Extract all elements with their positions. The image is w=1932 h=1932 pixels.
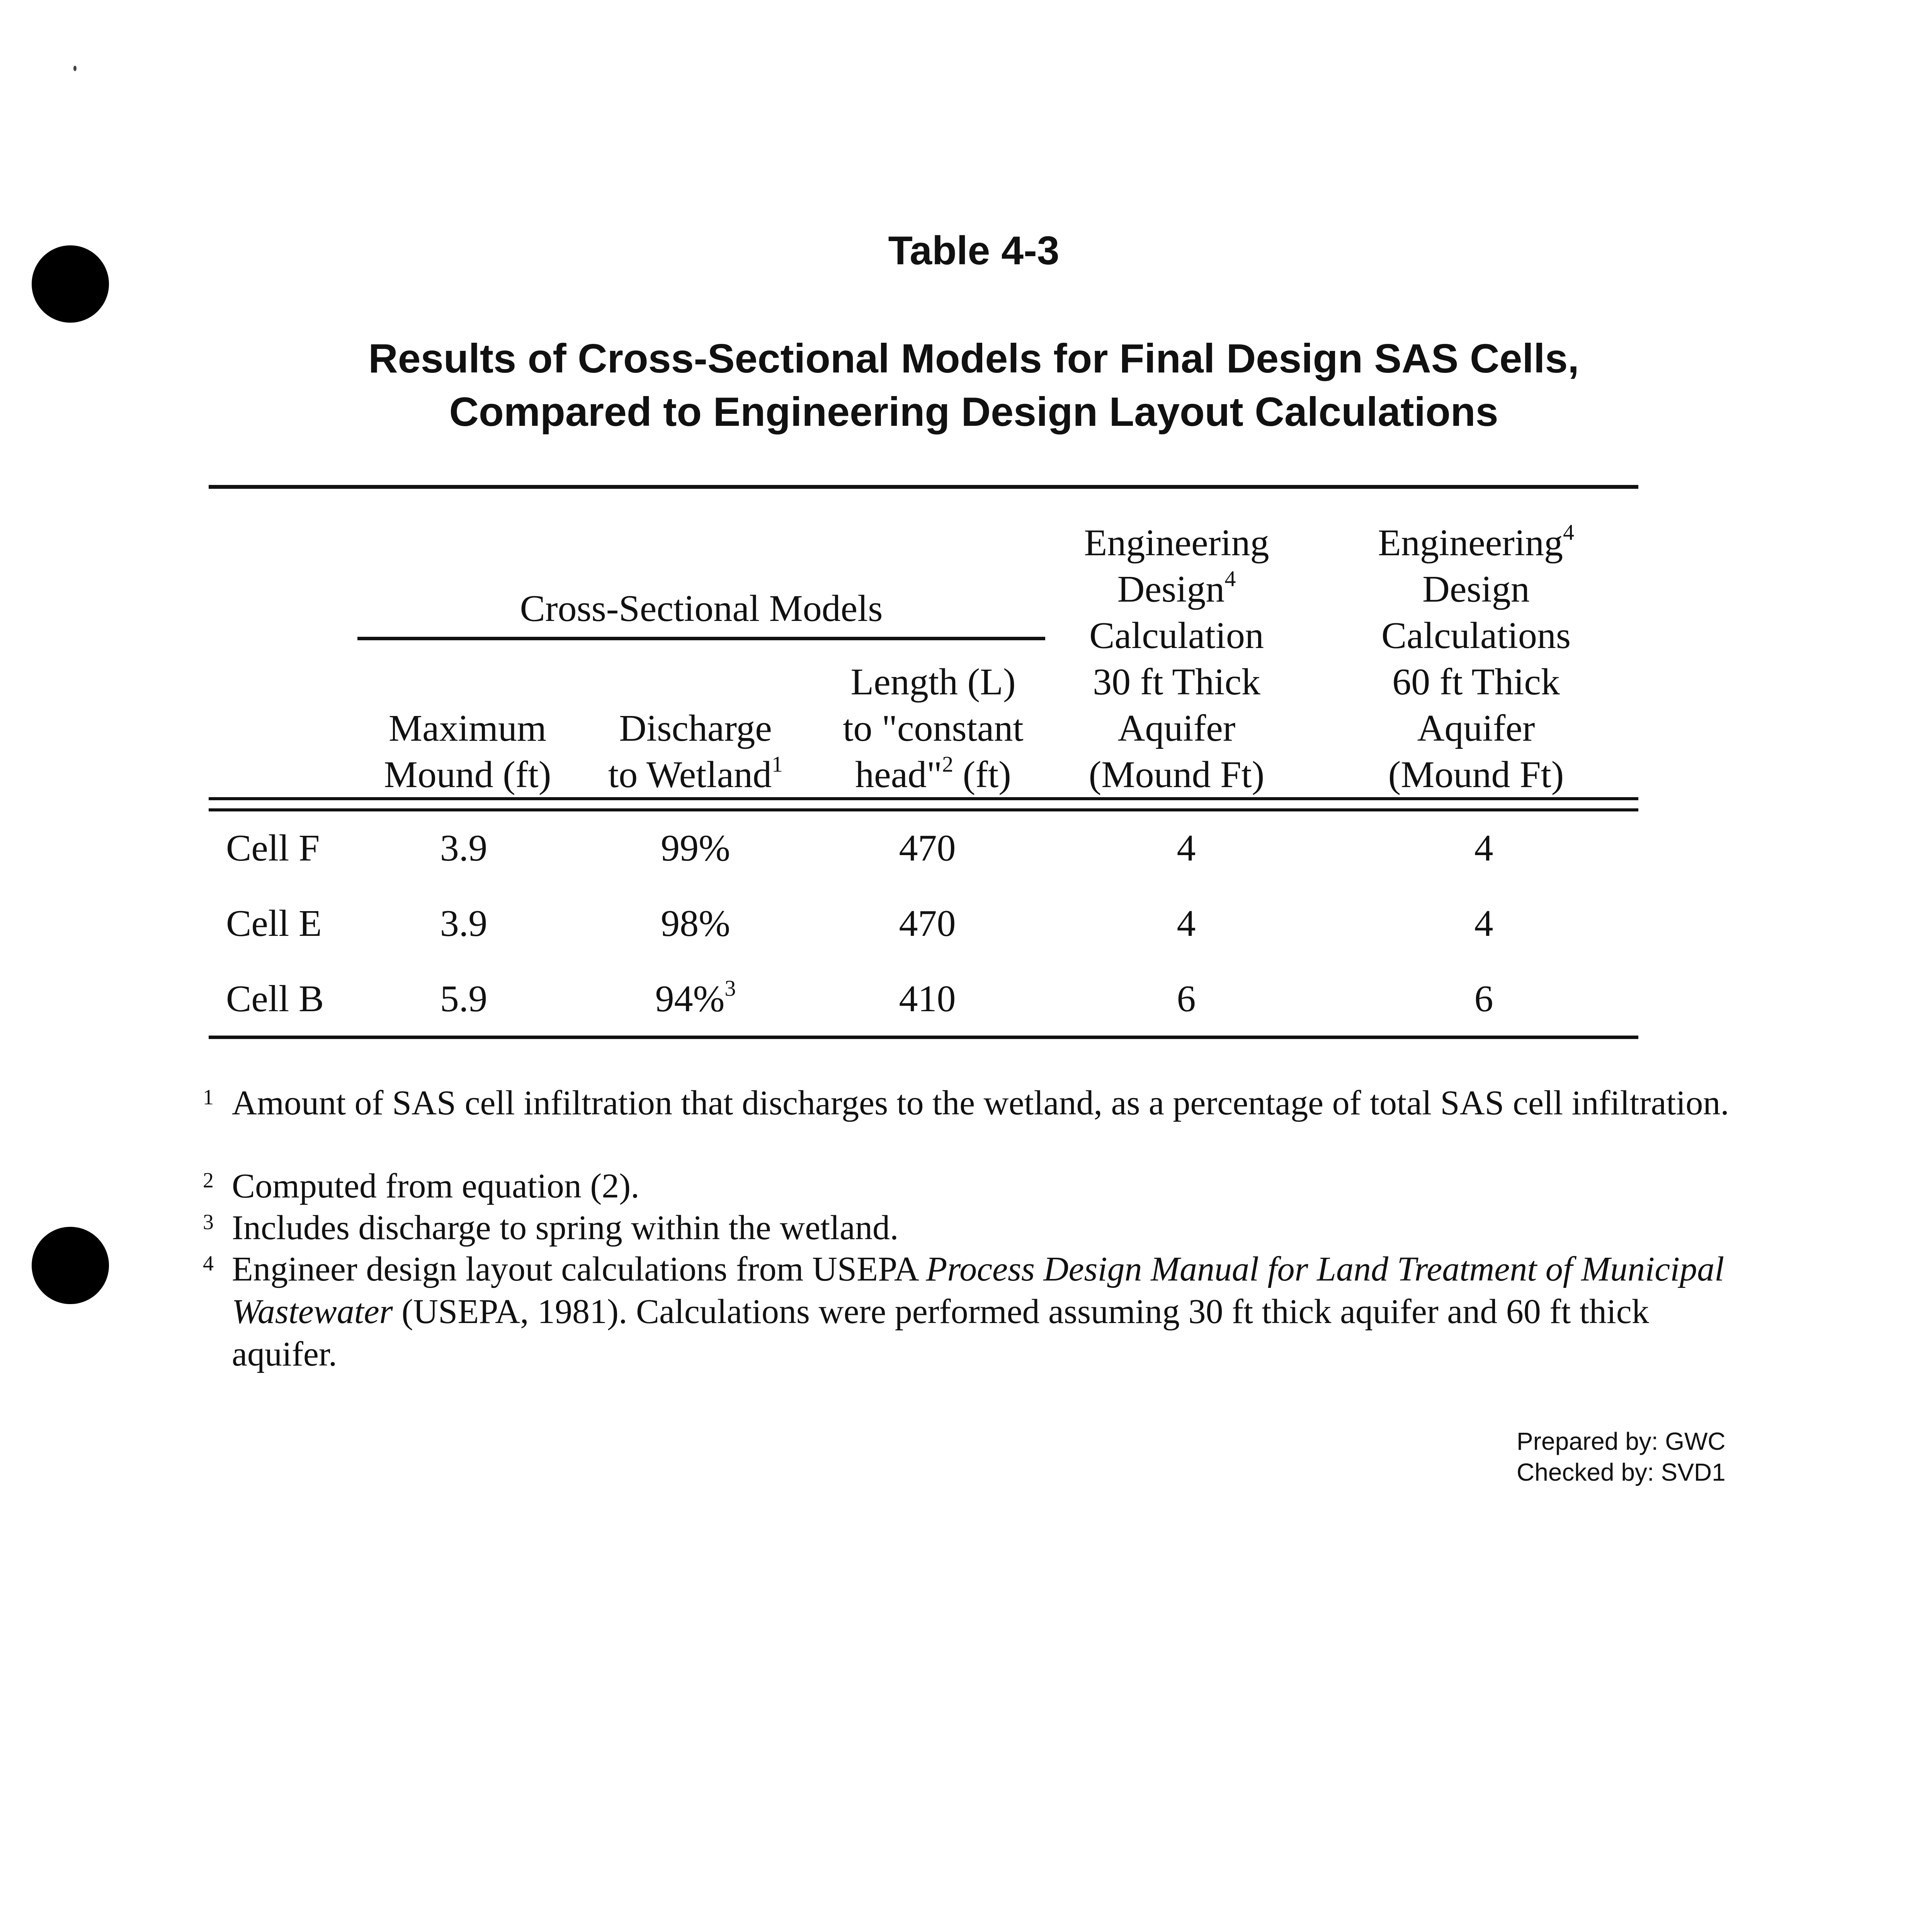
header-rule-lower (209, 808, 1638, 811)
header-max-mound-line-2: Mound (ft) (384, 754, 551, 796)
row-length: 470 (899, 827, 956, 869)
header-discharge-line-2 (587, 752, 804, 798)
row-label: Cell F (226, 827, 320, 869)
group-header-cross-sectional: Cross-Sectional Models (520, 588, 883, 629)
table-title: Table 4-3 (888, 228, 1060, 273)
header-max-mound-line-1: Maximum (388, 707, 547, 749)
header-discharge (587, 705, 804, 798)
footnote-ref-2: 2 (942, 752, 954, 777)
header-length-line-2: to "constant (843, 707, 1024, 749)
header-eng30-line-6: (Mound Ft) (1088, 754, 1265, 796)
footnote-1-number: 1 (203, 1085, 214, 1109)
punch-hole-middle (32, 1227, 109, 1304)
footnote-2-number: 2 (203, 1168, 214, 1192)
header-max-mound (355, 705, 580, 798)
row-discharge (618, 900, 773, 947)
footnote-ref-4a: 4 (1225, 566, 1236, 591)
checked-value: SVD1 (1661, 1458, 1726, 1486)
row-mound: 3.9 (440, 827, 488, 869)
row-discharge-value: 99% (661, 827, 730, 869)
checked-by-line (1517, 1457, 1726, 1488)
header-discharge-line-1: Discharge (619, 707, 772, 749)
prepared-by-line (1517, 1426, 1726, 1457)
row-length: 470 (899, 903, 956, 944)
footnote-ref-1: 1 (772, 752, 783, 777)
group-underline (357, 637, 1045, 640)
header-eng30-line-3: Calculation (1089, 615, 1264, 656)
footnote-4-number: 4 (203, 1252, 214, 1276)
header-eng60-line-1 (1356, 520, 1596, 566)
prepared-value: GWC (1665, 1427, 1726, 1455)
row-label: Cell B (226, 978, 324, 1020)
row-discharge-sup: 3 (724, 976, 736, 1001)
header-eng60-line-2: Design (1422, 568, 1530, 610)
scan-speck (73, 66, 77, 71)
header-eng30-line-5: Aquifer (1117, 707, 1236, 749)
row-eng60: 4 (1474, 903, 1493, 944)
header-discharge-text: to Wetland (608, 754, 772, 796)
footnote-1-text: Amount of SAS cell infiltration that discharges to the wetland, as a percentage of total SAS cell infiltration. (232, 1084, 1729, 1122)
header-eng60-line-4: 60 ft Thick (1392, 661, 1560, 703)
row-mound: 5.9 (440, 978, 488, 1020)
row-discharge (618, 825, 773, 871)
header-eng30-design: Design (1117, 568, 1225, 610)
row-eng30: 4 (1177, 903, 1196, 944)
header-length-line-1: Length (L) (850, 661, 1016, 703)
row-mound: 3.9 (440, 903, 488, 944)
header-length-line-3 (817, 752, 1049, 798)
row-discharge-value: 94% (655, 978, 725, 1020)
header-eng60-engineering: Engineering (1378, 522, 1563, 564)
footnote-4-post: (USEPA, 1981). Calculations were performed assuming 30 ft thick aquifer and 60 ft thick aquifer. (232, 1293, 1649, 1373)
footnote-4-text (232, 1248, 1758, 1376)
table-top-rule (209, 485, 1638, 489)
row-eng30: 4 (1177, 827, 1196, 869)
checked-label: Checked by: (1517, 1458, 1654, 1486)
row-eng30: 6 (1177, 978, 1196, 1020)
row-eng60: 4 (1474, 827, 1493, 869)
footnote-ref-4b: 4 (1563, 520, 1574, 545)
header-eng30-line-1: Engineering (1084, 522, 1269, 564)
footnote-3-number: 3 (203, 1210, 214, 1234)
prepared-label: Prepared by: (1517, 1427, 1658, 1455)
row-eng60: 6 (1474, 978, 1493, 1020)
table-subtitle (0, 332, 1932, 439)
footnote-4-pre: Engineer design layout calculations from USEPA (232, 1250, 926, 1288)
row-discharge-value: 98% (661, 903, 730, 944)
subtitle-line-1: Results of Cross-Sectional Models for Final Design SAS Cells, (368, 336, 1579, 381)
subtitle-line-2: Compared to Engineering Design Layout Calculations (449, 389, 1498, 435)
header-eng-60ft (1356, 520, 1596, 798)
row-label: Cell E (226, 903, 322, 944)
header-eng30-line-2 (1061, 566, 1293, 612)
header-length-line-3a: head" (855, 754, 942, 796)
row-discharge (618, 976, 773, 1022)
header-eng-30ft (1061, 520, 1293, 798)
header-eng30-line-4: 30 ft Thick (1093, 661, 1260, 703)
footnote-4-italic-title: Process Design Manual for Land Treatment of Municipal Wastewater (232, 1250, 1725, 1331)
header-length (817, 659, 1049, 798)
header-eng60-line-3: Calculations (1381, 615, 1571, 656)
footnote-3-text: Includes discharge to spring within the wetland. (232, 1209, 899, 1247)
table-bottom-rule (209, 1036, 1638, 1039)
header-eng60-line-6: (Mound Ft) (1388, 754, 1564, 796)
header-eng60-line-5: Aquifer (1417, 707, 1535, 749)
row-length: 410 (899, 978, 956, 1020)
footnote-2-text: Computed from equation (2). (232, 1167, 639, 1205)
header-length-line-3b: (ft) (953, 754, 1011, 796)
